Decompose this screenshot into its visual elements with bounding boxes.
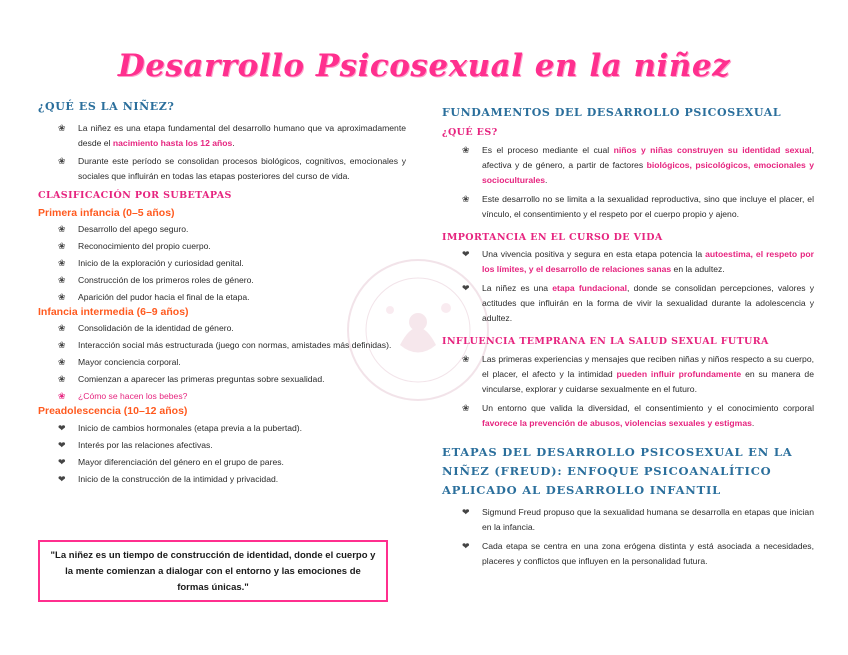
section-heading-fundamentos: FUNDAMENTOS DEL DESARROLLO PSICOSEXUAL xyxy=(442,106,782,119)
heart-icon: ❤ xyxy=(462,507,470,517)
list-item: ❤ Cada etapa se centra en una zona erógena distinta y está asociada a necesidades, placeres y conflictos que influyen en la personalidad futura. xyxy=(462,541,814,566)
intro-list xyxy=(38,121,406,184)
flower-icon: ❀ xyxy=(58,224,66,234)
list-item: ❤ Inicio de la construcción de la intimidad y privacidad. xyxy=(38,472,406,487)
flower-icon: ❀ xyxy=(462,145,470,155)
stage2-list xyxy=(38,321,406,404)
list-item: ❤ Interés por las relaciones afectivas. xyxy=(38,438,406,453)
list-item: ❀ Comienzan a aparecer las primeras preguntas sobre sexualidad. xyxy=(38,372,406,387)
heart-icon: ❤ xyxy=(462,541,470,551)
list-item: ❀ Aparición del pudor hacia el final de la etapa. xyxy=(38,290,406,305)
flower-icon: ❀ xyxy=(462,403,470,413)
flower-icon: ❀ xyxy=(462,354,470,364)
subtitle-que-es: ¿QUÉ ES? xyxy=(442,127,498,138)
que-es-list xyxy=(442,143,814,222)
list-item-question: ❀ ¿Cómo se hacen los bebes? xyxy=(38,389,406,404)
list-item: ❀ Reconocimiento del propio cuerpo. xyxy=(38,239,406,254)
list-item: ❀ Construcción de los primeros roles de género. xyxy=(38,273,406,288)
quote-box: "La niñez es un tiempo de construcción de identidad, donde el cuerpo y la mente comienzan a dialogar con el entorno y las emociones de formas únicas." xyxy=(38,540,388,602)
list-item: ❀ Las primeras experiencias y mensajes que reciben niñas y niños respecto a su cuerpo, el placer, el afecto y la intimidad pueden influir profundamente en su manera de vincularse, explorar y cuidarse sexualmente en el futuro. xyxy=(462,354,814,394)
list-item: ❤ Inicio de cambios hormonales (etapa previa a la pubertad). xyxy=(38,421,406,436)
list-item: ❀ Es el proceso mediante el cual niños y niñas construyen su identidad sexual, afectiva y de género, a partir de factores biológicos, psicológicos, emocionales y socioculturales. xyxy=(462,145,814,185)
list-item: ❀ Desarrollo del apego seguro. xyxy=(38,222,406,237)
etapas-list xyxy=(442,505,814,569)
flower-icon: ❀ xyxy=(58,391,66,401)
list-item: ❀ Consolidación de la identidad de género. xyxy=(38,321,406,336)
flower-icon: ❀ xyxy=(58,357,66,367)
heart-icon: ❤ xyxy=(58,474,66,484)
stage-title-preadolescencia: Preadolescencia (10–12 años) xyxy=(38,405,188,417)
section-heading-etapas-freud: ETAPAS DEL DESARROLLO PSICOSEXUAL EN LA NIÑEZ (FREUD): ENFOQUE PSICOANALÍTICO APLICADO AL DESARROLLO INFANTIL xyxy=(442,445,793,497)
section-heading-que-es-ninez: ¿QUÉ ES LA NIÑEZ? xyxy=(38,100,175,113)
importancia-list xyxy=(442,247,814,326)
stage1-list xyxy=(38,222,406,305)
left-column xyxy=(38,100,406,487)
flower-icon: ❀ xyxy=(58,156,66,166)
list-item: ❀ Un entorno que valida la diversidad, el consentimiento y el conocimiento corporal favorece la prevención de abusos, violencias sexuales y estigmas. xyxy=(462,403,814,428)
list-item: ❀ La niñez es una etapa fundamental del desarrollo humano que va aproximadamente desde el nacimiento hasta los 12 años. xyxy=(58,123,406,148)
page-title: Desarrollo Psicosexual en la niñez xyxy=(117,48,731,84)
flower-icon: ❀ xyxy=(462,194,470,204)
influencia-list xyxy=(442,352,814,431)
heart-icon: ❤ xyxy=(462,283,470,293)
list-item: ❤ Mayor diferenciación del género en el grupo de pares. xyxy=(38,455,406,470)
list-item: ❀ Este desarrollo no se limita a la sexualidad reproductiva, sino que incluye el placer, el vínculo, el consentimiento y el respeto por el cuerpo propio y ajeno. xyxy=(462,194,814,219)
flower-icon: ❀ xyxy=(58,258,66,268)
flower-icon: ❀ xyxy=(58,292,66,302)
list-item: ❤ Sigmund Freud propuso que la sexualidad humana se desarrolla en etapas que inician en la infancia. xyxy=(462,507,814,532)
subtitle-importancia: IMPORTANCIA EN EL CURSO DE VIDA xyxy=(442,232,663,243)
list-item: ❤ Una vivencia positiva y segura en esta etapa potencia la autoestima, el respeto por los límites, y el desarrollo de relaciones sanas en la adultez. xyxy=(462,249,814,274)
list-item: ❀ Inicio de la exploración y curiosidad genital. xyxy=(38,256,406,271)
list-item: ❀ Mayor conciencia corporal. xyxy=(38,355,406,370)
subtitle-clasificacion: CLASIFICACIÓN POR SUBETAPAS xyxy=(38,190,232,201)
list-item: ❀ Durante este período se consolidan procesos biológicos, cognitivos, emocionales y sociales que influirán en todas las etapas posteriores del curso de vida. xyxy=(58,156,406,181)
heart-icon: ❤ xyxy=(462,249,470,259)
stage3-list xyxy=(38,421,406,487)
flower-icon: ❀ xyxy=(58,374,66,384)
flower-icon: ❀ xyxy=(58,123,66,133)
heart-icon: ❤ xyxy=(58,440,66,450)
list-item: ❀ Interacción social más estructurada (juego con normas, amistades más definidas). xyxy=(38,338,406,353)
stage-title-primera-infancia: Primera infancia (0–5 años) xyxy=(38,207,175,219)
flower-icon: ❀ xyxy=(58,340,66,350)
heart-icon: ❤ xyxy=(58,457,66,467)
flower-icon: ❀ xyxy=(58,241,66,251)
right-column xyxy=(442,106,814,569)
heart-icon: ❤ xyxy=(58,423,66,433)
list-item: ❤ La niñez es una etapa fundacional, donde se consolidan percepciones, valores y actitudes que influirán en la forma de vivir la sexualidad durante la adolescencia y adultez. xyxy=(462,283,815,323)
subtitle-influencia: INFLUENCIA TEMPRANA EN LA SALUD SEXUAL FUTURA xyxy=(442,336,769,347)
flower-icon: ❀ xyxy=(58,275,66,285)
flower-icon: ❀ xyxy=(58,323,66,333)
stage-title-infancia-intermedia: Infancia intermedia (6–9 años) xyxy=(38,306,189,318)
